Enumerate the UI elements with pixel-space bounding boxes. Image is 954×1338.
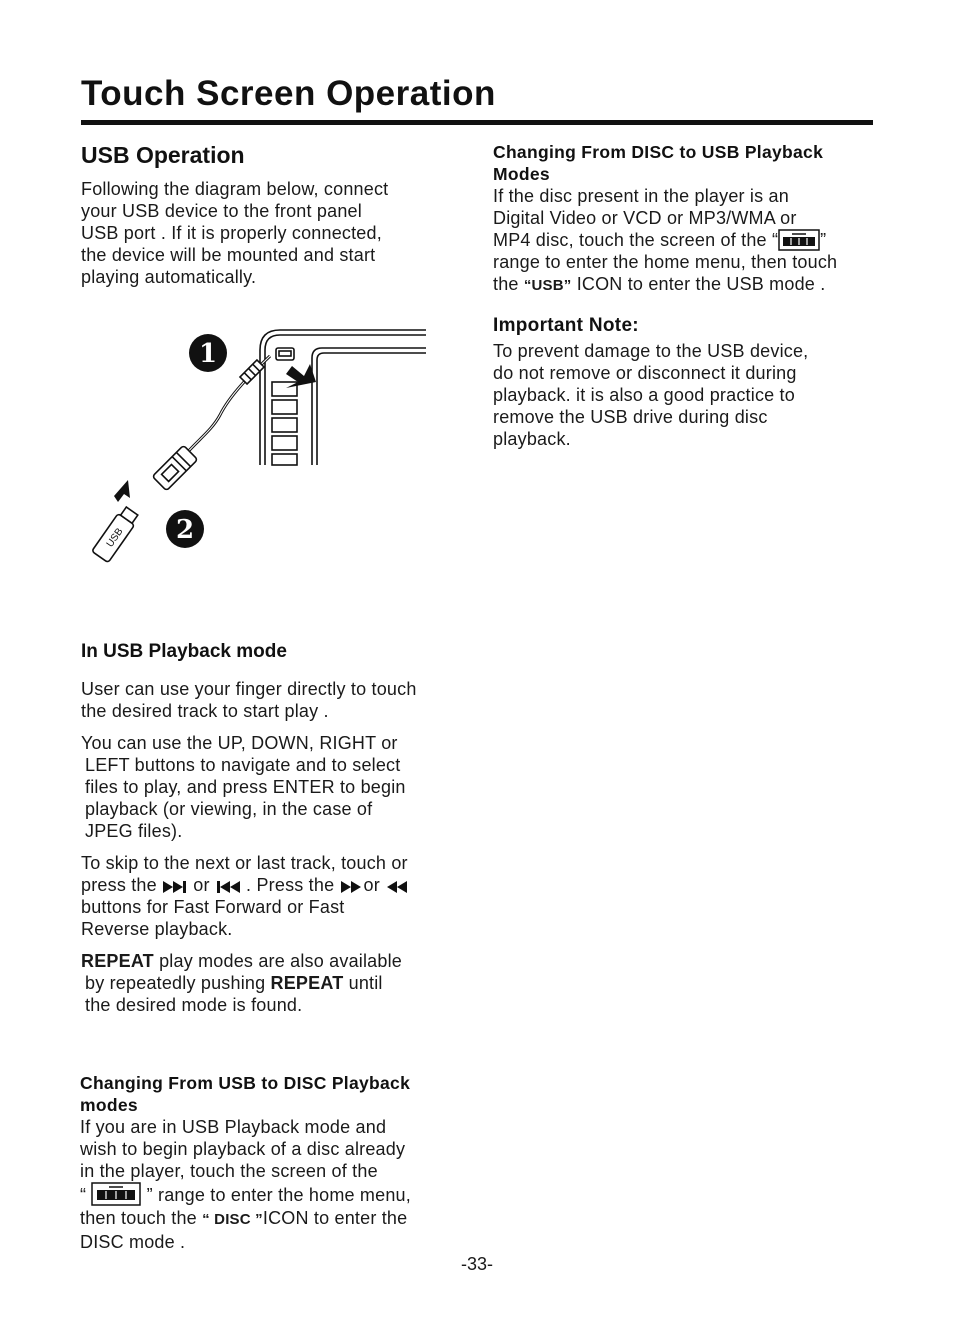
step-2-number: 2 [175, 515, 195, 545]
para-line: JPEG files). [85, 821, 183, 841]
disc-to-usb-heading: Changing From DISC to USB Playback Modes [493, 142, 824, 184]
home-menu-range-icon [778, 229, 820, 251]
playback-mode-heading: In USB Playback mode [81, 641, 287, 662]
para-line: DISC mode . [80, 1232, 186, 1252]
usb-operation-intro [81, 178, 481, 288]
para-line: the desired track to start play . [81, 701, 329, 721]
next-track-icon [162, 879, 188, 895]
para-line: playback (or viewing, in the case of [85, 799, 373, 819]
cable-female-end [152, 445, 197, 490]
intro-line: the device will be mounted and start [81, 245, 376, 265]
para-line: To skip to the next or last track, touch or [81, 853, 408, 873]
insert-arrow-icon [114, 480, 130, 502]
usb-to-disc-text [80, 1116, 480, 1253]
fast-reverse-icon [385, 879, 409, 895]
para-line: by repeatedly pushing REPEAT until [85, 973, 383, 993]
page-title: Touch Screen Operation [81, 74, 496, 113]
intro-line: USB port . If it is properly connected, [81, 223, 382, 243]
para-line: You can use the UP, DOWN, RIGHT or [81, 733, 398, 753]
step-1-badge [189, 334, 227, 372]
usb-connection-diagram [80, 320, 440, 570]
step-1-number: 1 [198, 339, 218, 369]
usb-flash-drive [92, 505, 141, 562]
para-line: the desired mode is found. [85, 995, 303, 1015]
para-line: LEFT buttons to navigate and to select [85, 755, 401, 775]
home-menu-range-icon [91, 1182, 141, 1206]
intro-line: playing automatically. [81, 267, 257, 287]
para-line: wish to begin playback of a disc already [80, 1139, 406, 1159]
para-line: the “USB” ICON to enter the USB mode . [493, 274, 826, 294]
front-panel-buttons [272, 382, 297, 465]
para-line: do not remove or disconnect it during [493, 363, 797, 383]
para-line-with-icon: MP4 disc, touch the screen of the “ ” [493, 230, 827, 250]
para-line: playback. [493, 429, 571, 449]
para-line: files to play, and press ENTER to begin [85, 777, 406, 797]
para-line: Reverse playback. [81, 919, 233, 939]
usb-operation-heading: USB Operation [81, 142, 245, 168]
para-line: playback. it is also a good practice to [493, 385, 795, 405]
front-usb-port [276, 348, 294, 360]
usb-to-disc-heading: Changing From USB to DISC Playback modes [80, 1073, 411, 1115]
para-line: User can use your finger directly to touch [81, 679, 417, 699]
para-line-with-icons: press the or . Press the or [81, 874, 481, 896]
important-note-text [493, 340, 893, 450]
previous-track-icon [215, 879, 241, 895]
para-line: Digital Video or VCD or MP3/WMA or [493, 208, 797, 228]
intro-line: Following the diagram below, connect [81, 179, 389, 199]
step-2-badge [166, 510, 204, 548]
playback-para-1 [81, 678, 481, 722]
usb-drive-label: USB [104, 526, 126, 550]
playback-para-3 [81, 852, 481, 940]
title-rule [81, 120, 873, 125]
important-note-heading: Important Note: [493, 315, 639, 336]
para-line: remove the USB drive during disc [493, 407, 768, 427]
para-line: in the player, touch the screen of the [80, 1161, 378, 1181]
para-line: then touch the “ DISC ”ICON to enter the [80, 1208, 408, 1228]
para-line: If you are in USB Playback mode and [80, 1117, 387, 1137]
fast-forward-icon [340, 879, 364, 895]
para-line: If the disc present in the player is an [493, 186, 789, 206]
page-number: -33- [460, 1254, 493, 1274]
para-line: To prevent damage to the USB device, [493, 341, 809, 361]
disc-to-usb-text [493, 185, 893, 297]
intro-line: your USB device to the front panel [81, 201, 362, 221]
para-line: REPEAT play modes are also available [81, 951, 403, 971]
para-line: buttons for Fast Forward or Fast [81, 897, 345, 917]
para-line: range to enter the home menu, then touch [493, 252, 838, 272]
para-line-with-icon: “ ” range to enter the home menu, [80, 1182, 480, 1207]
playback-para-4 [81, 950, 481, 1016]
playback-para-2 [81, 732, 481, 842]
